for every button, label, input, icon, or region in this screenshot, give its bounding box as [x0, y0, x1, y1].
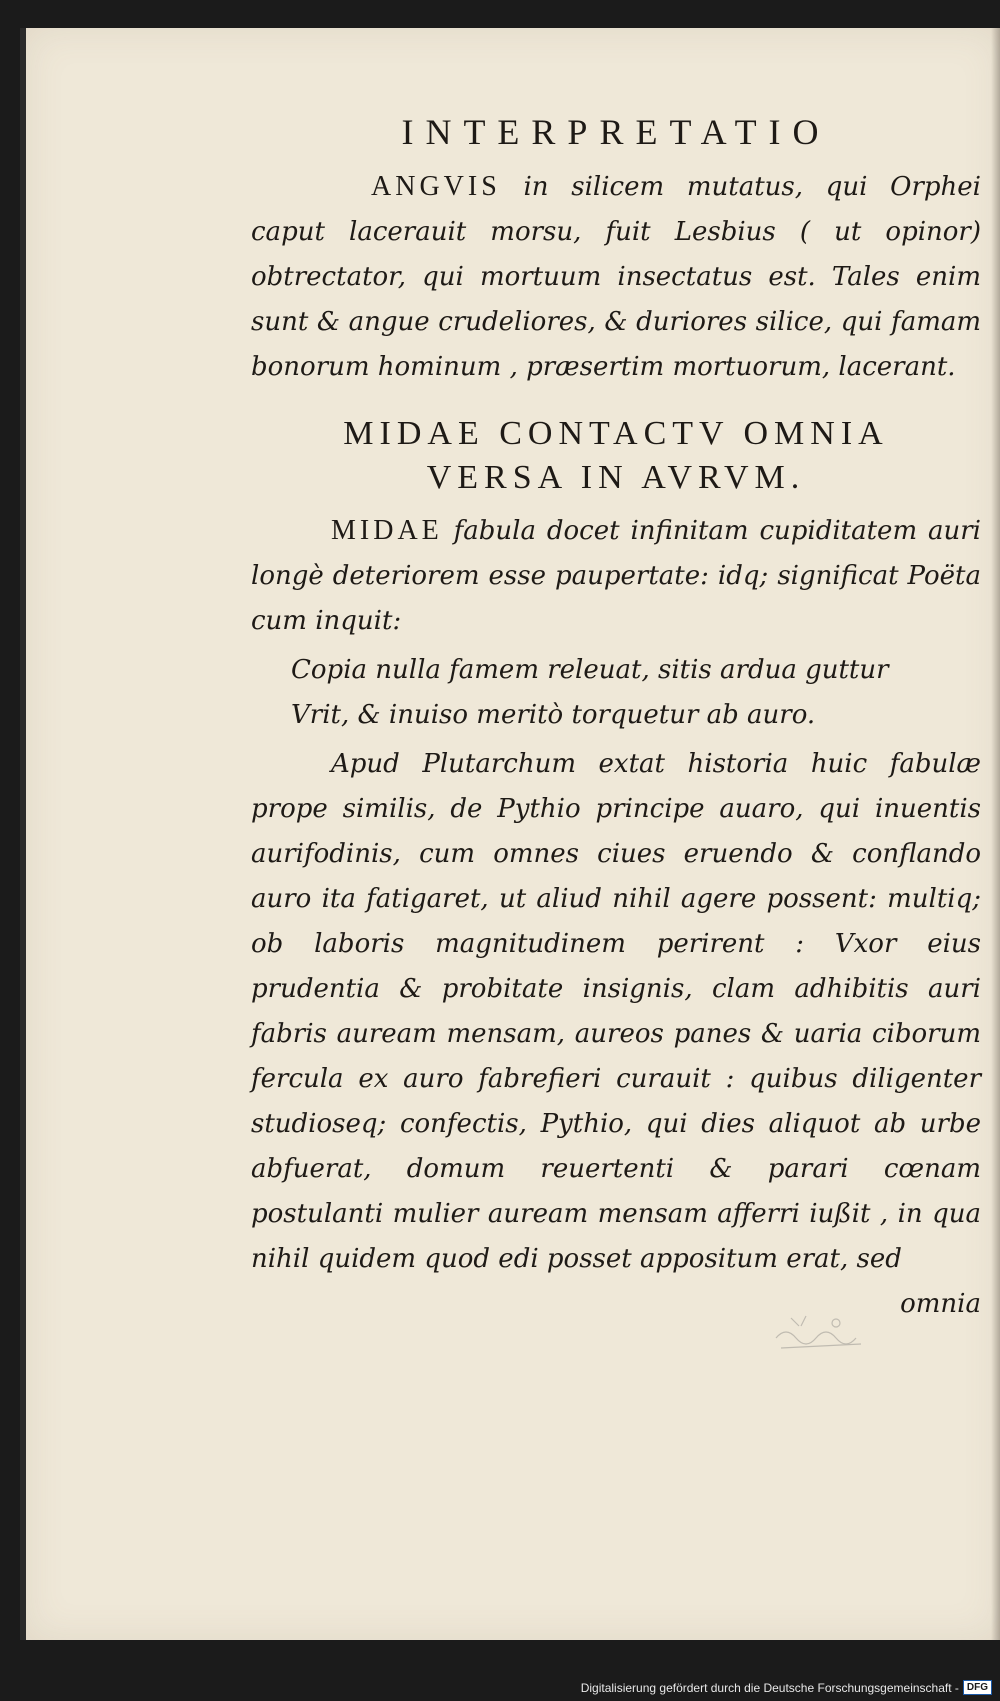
paragraph-anguis	[251, 164, 981, 390]
paragraph-lead-word: MIDAE	[331, 515, 443, 546]
catchword: omnia	[900, 1289, 981, 1319]
section-heading-line2: VERSA IN AVRVM.	[426, 459, 806, 496]
verse-quotation	[291, 648, 981, 738]
digitization-footer	[581, 1680, 992, 1695]
section-heading	[251, 412, 981, 500]
footer-text: Digitalisierung gefördert durch die Deutsche Forschungsgemeinschaft -	[580, 1680, 959, 1695]
paragraph-plutarch: Apud Plutarchum extat historia huic fabulæ prope similis, de Pythio principe auaro, qui inuentis aurifodinis, cum omnes ciues eruendo & conflando auro ita fatigaret, ut aliud nihil agere possent: multiq; ob laboris magnitudinem perirent : Vxor eius prudentia & probitate insignis, clam adhibitis auri fabris auream mensam, aureos panes & uaria ciborum fercula ex auro fabrefieri curauit : quibus diligenter studioseq; confectis, Pythio, qui dies aliquot ab urbe abfuerat, domum reuertenti & parari cœnam postulanti mulier auream mensam afferri iußit , in qua nihil quidem quod edi posset appositum erat, sed	[251, 749, 981, 1274]
paragraph-body: fabula docet infinitam cupiditatem auri longè deteriorem esse paupertate: idq; significat Poëta cum inquit:	[251, 516, 981, 636]
verse-line-2: Vrit, & inuiso meritò torquetur ab auro.	[291, 700, 816, 730]
library-stamp-mark	[766, 1308, 876, 1358]
running-head: INTERPRETATIO	[401, 112, 831, 152]
text-block	[251, 110, 981, 1327]
paragraph-body: in silicem mutatus, qui Orphei caput lacerauit morsu, fuit Lesbius ( ut opinor) obtrectator, qui mortuum insectatus est. Tales enim sunt & angue crudeliores, & duriores silice, qui famam bonorum hominum , præsertim mortuorum, lacerant.	[251, 172, 981, 382]
verse-line-1: Copia nulla famem releuat, sitis ardua guttur	[291, 655, 889, 685]
section-heading-line1: MIDAE CONTACTV OMNIA	[343, 415, 889, 452]
paragraph-lead-word: ANGVIS	[371, 171, 501, 202]
book-page	[20, 28, 1000, 1640]
dfg-logo: DFG	[963, 1680, 992, 1695]
paragraph-midae	[251, 508, 981, 644]
